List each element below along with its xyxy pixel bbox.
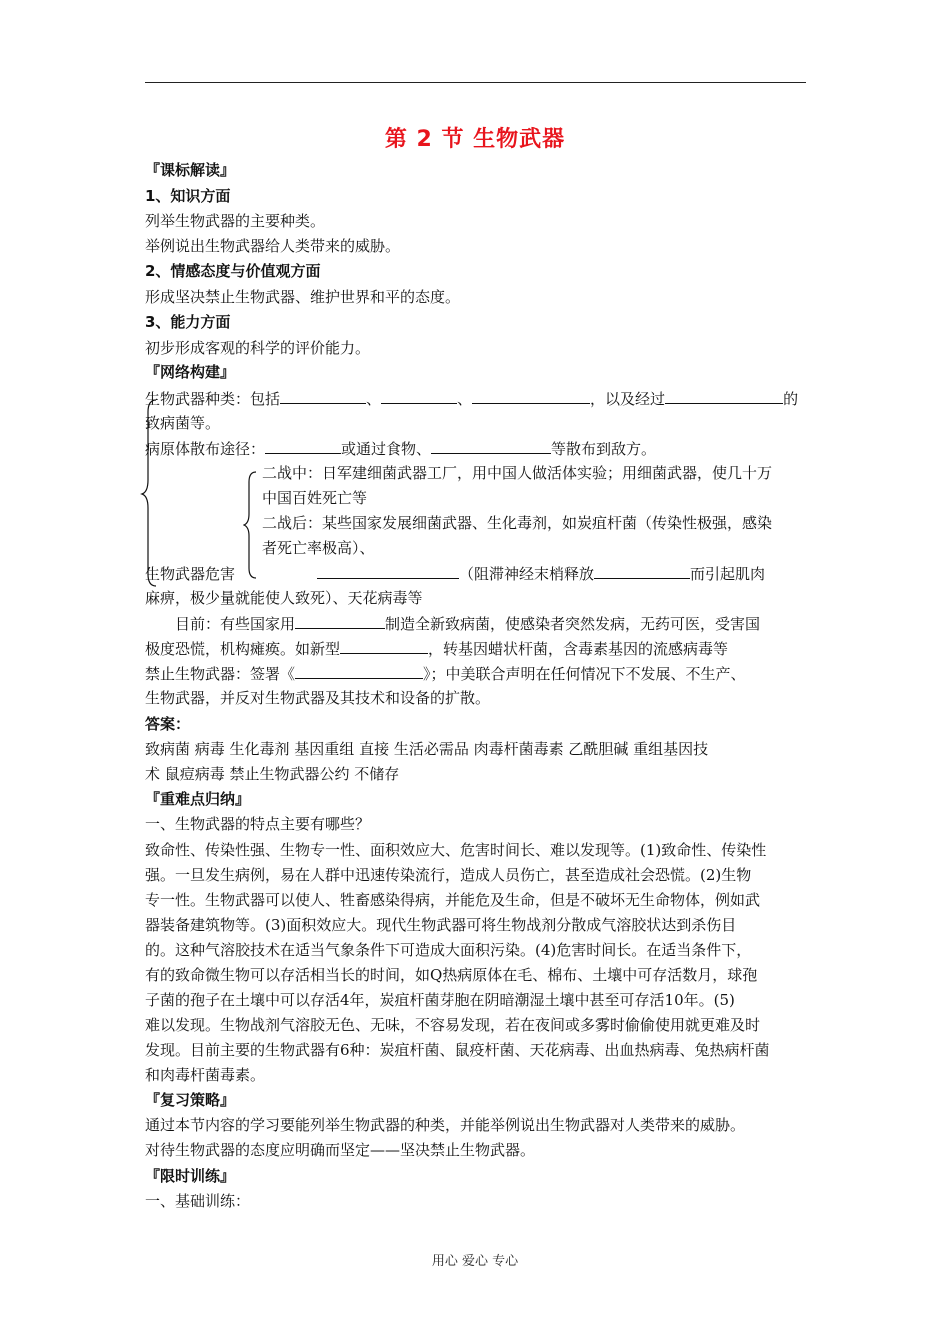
page-footer: 用心 爱心 专心 [431,1254,519,1269]
heading-zhishi: 1、知识方面 [145,187,231,205]
network-line: 二战后：某些国家发展细菌武器、生化毒剂，如炭疽杆菌（传染性极强，感染 [262,514,773,532]
blank-field[interactable] [295,663,423,679]
answers-heading: 答案： [145,715,191,733]
blank-field[interactable] [280,388,366,404]
answers-line: 术 鼠痘病毒 禁止生物武器公约 不储存 [145,765,400,783]
network-line: 生物武器种类：包括 、 、 ，以及经过 的 [145,390,799,408]
review-line: 对待生物武器的态度应明确而坚定——坚决禁止生物武器。 [145,1141,536,1159]
review-line: 通过本节内容的学习要能列举生物武器的种类，并能举例说出生物武器对人类带来的威胁。 [145,1116,746,1134]
key-line: 和肉毒杆菌毒素。 [145,1066,266,1084]
blank-field[interactable] [265,438,341,454]
network-line: 禁止生物武器：签署《 》；中美联合声明在任何情况下不发展、不生产、 [145,665,746,683]
header-rule [145,82,806,83]
section-review: 『复习策略』 [145,1091,236,1109]
heading-nengli: 3、能力方面 [145,313,231,331]
blank-field[interactable] [431,438,551,454]
text-line: 形成坚决禁止生物武器、维护世界和平的态度。 [145,288,461,306]
key-line: 发现。目前主要的生物武器有6种：炭疽杆菌、鼠疫杆菌、天花病毒、出血热病毒、兔热病杆菌 [145,1041,770,1059]
section-training: 『限时训练』 [145,1167,236,1185]
answers-line: 致病菌 病毒 生化毒剂 基因重组 直接 生活必需品 肉毒杆菌毒素 乙酰胆碱 重组基因技 [145,740,709,758]
network-line: 二战中：日军建细菌武器工厂，用中国人做活体实验；用细菌武器，使几十万 [262,464,773,482]
network-line: 麻痹，极少量就能使人致死）、天花病毒等 [145,589,423,607]
training-sub: 一、基础训练： [145,1192,251,1210]
blank-field[interactable] [472,388,590,404]
key-line: 器装备建筑物等。(3)面积效应大。现代生物武器可将生物战剂分散成气溶胶状达到杀伤目 [145,916,737,934]
blank-field[interactable] [317,563,459,579]
network-line: 极度恐慌，机构瘫痪。如新型 ，转基因蜡状杆菌，含毒素基因的流感病毒等 [145,640,729,658]
blank-field[interactable] [665,388,783,404]
key-line: 难以发现。生物战剂气溶胶无色、无味，不容易发现，若在夜间或多雾时偷偷使用就更难及时 [145,1016,761,1034]
blank-field[interactable] [295,613,385,629]
section-kebiao: 『课标解读』 [145,161,236,179]
text-line: 举例说出生物武器给人类带来的威胁。 [145,237,401,255]
blank-field[interactable] [381,388,457,404]
key-line: 致命性、传染性强、生物专一性、面积效应大、危害时间长、难以发现等。(1)致命性、传染性 [145,841,767,859]
network-line: 病原体散布途径： 或通过食物、 等散布到敌方。 [145,440,657,458]
network-line: 致病菌等。 [145,414,221,432]
text-line: 初步形成客观的科学的评价能力。 [145,339,371,357]
network-line: 中国百姓死亡等 [262,489,368,507]
network-line: 生物武器危害 （阻滞神经末梢释放 而引起肌肉 [145,565,766,583]
blank-field[interactable] [594,563,690,579]
network-line: 者死亡率极高）、 [262,539,375,557]
key-question: 一、生物武器的特点主要有哪些？ [145,815,371,833]
section-wangluo: 『网络构建』 [145,363,236,381]
blank-field[interactable] [340,638,428,654]
key-line: 子菌的孢子在土壤中可以存活4年，炭疽杆菌芽胞在阴暗潮湿土壤中甚至可存活10年。(5) [145,991,735,1009]
key-line: 有的致命微生物可以存活相当长的时间，如Q热病原体在毛、棉布、土壤中可存活数月，球孢 [145,966,758,984]
key-line: 专一性。生物武器可以使人、牲畜感染得病，并能危及生命，但是不破坏无生命物体，例如武 [145,891,761,909]
section-key-points: 『重难点归纳』 [145,790,251,808]
page-title: 第 2 节 生物武器 [384,127,566,152]
heading-qinggan: 2、情感态度与价值观方面 [145,262,321,280]
text-line: 列举生物武器的主要种类。 [145,212,326,230]
key-line: 的。这种气溶胶技术在适当气象条件下可造成大面积污染。(4)危害时间长。在适当条件下， [145,941,752,959]
network-line: 目前：有些国家用 制造全新致病菌，使感染者突然发病，无药可医，受害国 [175,615,761,633]
network-line: 生物武器，并反对生物武器及其技术和设备的扩散。 [145,689,491,707]
key-line: 强。一旦发生病例，易在人群中迅速传染流行，造成人员伤亡，甚至造成社会恐慌。(2)生物 [145,866,752,884]
